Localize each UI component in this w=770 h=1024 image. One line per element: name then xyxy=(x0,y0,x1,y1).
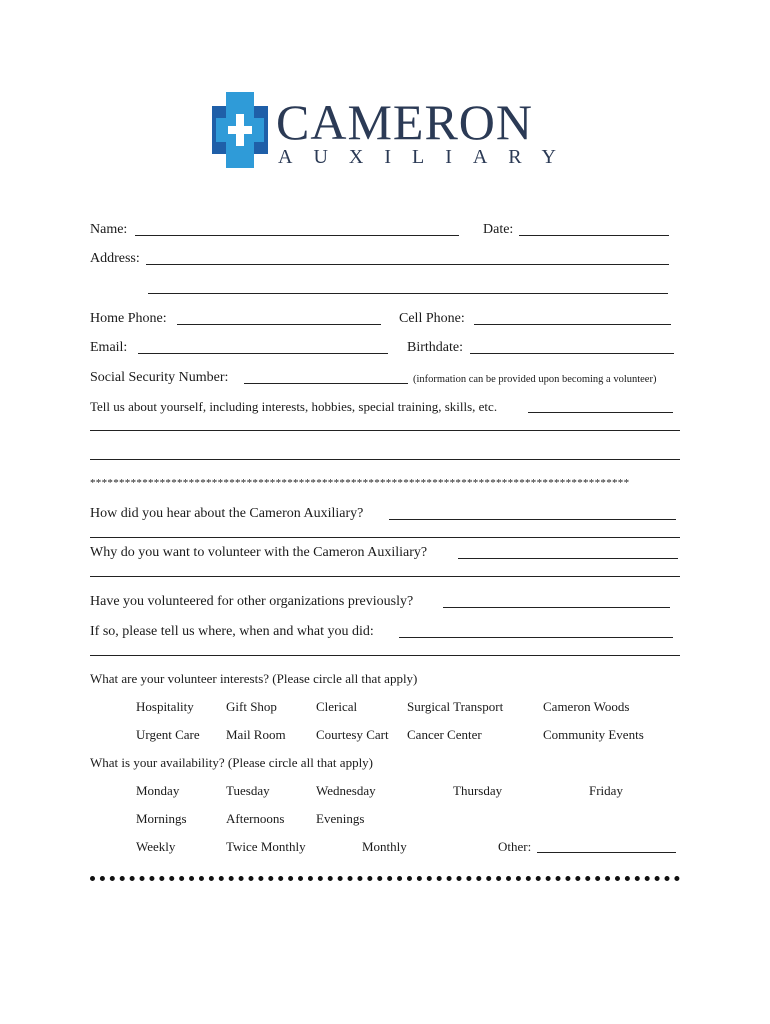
address-label: Address: xyxy=(90,251,140,266)
volunteered-before-field[interactable] xyxy=(443,607,670,608)
how-heard-label: How did you hear about the Cameron Auxiliary? xyxy=(90,506,364,521)
dotted-divider xyxy=(90,876,680,881)
tell-us-label: Tell us about yourself, including interests, hobbies, special training, skills, etc. xyxy=(90,399,498,414)
day-option[interactable]: Thursday xyxy=(453,783,503,798)
how-heard-field-line-2[interactable] xyxy=(90,537,680,538)
tell-us-field-line-2[interactable] xyxy=(90,430,680,431)
tell-us-field-line-1[interactable] xyxy=(528,412,673,413)
interest-option[interactable]: Gift Shop xyxy=(226,699,277,714)
interest-option[interactable]: Community Events xyxy=(543,727,644,742)
ssn-field[interactable] xyxy=(244,383,408,384)
other-field[interactable] xyxy=(537,852,676,853)
interest-option[interactable]: Clerical xyxy=(316,699,358,714)
home-phone-label: Home Phone: xyxy=(90,311,167,326)
frequency-option[interactable]: Monthly xyxy=(362,839,407,854)
home-phone-field[interactable] xyxy=(177,324,381,325)
cameron-auxiliary-logo xyxy=(212,92,577,170)
ssn-label: Social Security Number: xyxy=(90,370,229,385)
why-volunteer-label: Why do you want to volunteer with the Cameron Auxiliary? xyxy=(90,545,428,560)
interests-prompt: What are your volunteer interests? (Please circle all that apply) xyxy=(90,671,418,686)
interest-option[interactable]: Surgical Transport xyxy=(407,699,504,714)
interest-option[interactable]: Cameron Woods xyxy=(543,699,630,714)
how-heard-field-line-1[interactable] xyxy=(389,519,676,520)
cell-phone-field[interactable] xyxy=(474,324,671,325)
medical-cross-icon xyxy=(212,92,268,168)
date-label: Date: xyxy=(483,222,514,237)
birthdate-label: Birthdate: xyxy=(407,340,463,355)
date-field[interactable] xyxy=(519,235,669,236)
day-option[interactable]: Wednesday xyxy=(316,783,376,798)
email-label: Email: xyxy=(90,340,128,355)
birthdate-field[interactable] xyxy=(470,353,674,354)
if-so-field-line-2[interactable] xyxy=(90,655,680,656)
other-label: Other: xyxy=(498,839,532,854)
address-field-line-1[interactable] xyxy=(146,264,669,265)
name-label: Name: xyxy=(90,222,128,237)
email-field[interactable] xyxy=(138,353,388,354)
time-option[interactable]: Afternoons xyxy=(226,811,285,826)
day-option[interactable]: Friday xyxy=(589,783,623,798)
if-so-field-line-1[interactable] xyxy=(399,637,673,638)
logo-main-text: CAMERON xyxy=(276,94,534,150)
time-option[interactable]: Evenings xyxy=(316,811,365,826)
interest-option[interactable]: Courtesy Cart xyxy=(316,727,389,742)
volunteered-before-label: Have you volunteered for other organizations previously? xyxy=(90,594,414,609)
time-option[interactable]: Mornings xyxy=(136,811,187,826)
logo-sub-text: AUXILIARY xyxy=(278,146,577,168)
interest-option[interactable]: Mail Room xyxy=(226,727,286,742)
cell-phone-label: Cell Phone: xyxy=(399,311,465,326)
ssn-note: (information can be provided upon becoming a volunteer) xyxy=(413,374,657,385)
why-volunteer-field-line-1[interactable] xyxy=(458,558,678,559)
why-volunteer-field-line-2[interactable] xyxy=(90,576,680,577)
tell-us-field-line-3[interactable] xyxy=(90,459,680,460)
availability-prompt: What is your availability? (Please circle all that apply) xyxy=(90,755,374,770)
interest-option[interactable]: Hospitality xyxy=(136,699,194,714)
address-field-line-2[interactable] xyxy=(148,293,668,294)
interest-option[interactable]: Urgent Care xyxy=(136,727,200,742)
interest-option[interactable]: Cancer Center xyxy=(407,727,482,742)
name-field[interactable] xyxy=(135,235,459,236)
if-so-label: If so, please tell us where, when and what you did: xyxy=(90,624,374,639)
frequency-option[interactable]: Weekly xyxy=(136,839,176,854)
day-option[interactable]: Tuesday xyxy=(226,783,270,798)
frequency-option[interactable]: Twice Monthly xyxy=(226,839,306,854)
day-option[interactable]: Monday xyxy=(136,783,180,798)
asterisk-separator: ********************************************************************************************* xyxy=(90,477,630,489)
